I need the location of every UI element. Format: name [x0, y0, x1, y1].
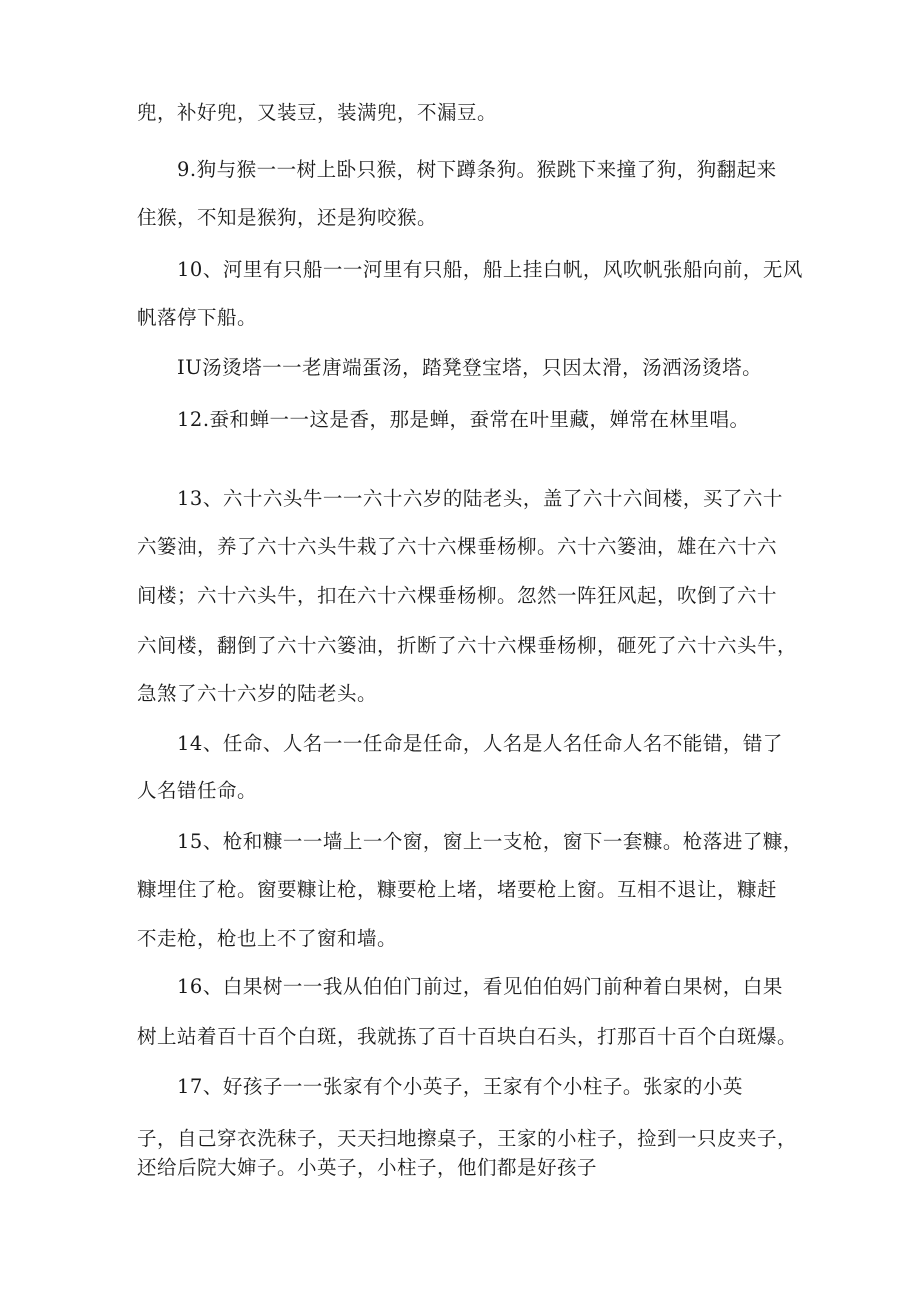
text-line-12: 急煞了六十六岁的陆老头。	[137, 682, 378, 705]
text-line-19: 树上站着百十百个白斑，我就拣了百十百块白石头，打那百十百个白斑爆。	[137, 1025, 798, 1048]
text-line-8: 13、六十六头牛一一六十六岁的陆老头，盖了六十六间楼，买了六十	[177, 487, 783, 510]
text-line-10: 间楼；六十六头牛，扣在六十六棵垂杨柳。忽然一阵狂风起，吹倒了六十	[137, 584, 778, 607]
text-line-2: 9.狗与猴一一树上卧只猴，树下蹲条狗。猴跳下来撞了狗，狗翻起来	[177, 158, 777, 181]
text-line-11: 六间楼，翻倒了六十六篓油，折断了六十六棵垂杨柳，砸死了六十六头牛，	[137, 634, 798, 657]
text-line-1: 兜，补好兜，又装豆，装满兜，不漏豆。	[137, 101, 498, 124]
text-line-4: 10、河里有只船一一河里有只船，船上挂白帆，风吹帆张船向前，无风	[177, 258, 803, 281]
text-line-16: 糠埋住了枪。窗要糠让枪，糠要枪上堵，堵要枪上窗。互相不退让，糠赶	[137, 878, 778, 901]
text-line-3: 住猴，不知是猴狗，还是狗咬猴。	[137, 206, 438, 229]
text-line-13: 14、任命、人名一一任命是任命，人名是人名任命人名不能错，错了	[177, 732, 783, 755]
text-line-7: 12.蚕和蝉一一这是香，那是蝉，蚕常在叶里藏，婵常在林里唱。	[177, 408, 750, 431]
text-line-18: 16、白果树一一我从伯伯门前过，看见伯伯妈门前种着白果树，白果	[177, 975, 783, 998]
text-line-20: 17、好孩子一一张家有个小英子，王家有个小柱子。张家的小英	[177, 1075, 743, 1098]
text-line-6: IU汤烫塔一一老唐端蛋汤，踏凳登宝塔，只因太滑，汤洒汤烫塔。	[177, 356, 763, 379]
text-line-21: 子，自己穿衣洗秣子，天天扫地擦桌子，王家的小柱子，捡到一只皮夹子，	[137, 1127, 798, 1150]
text-line-15: 15、枪和糠一一墙上一个窗，窗上一支枪，窗下一套糠。枪落进了糠，	[177, 830, 803, 853]
text-line-14: 人名错任命。	[137, 779, 258, 802]
text-line-9: 六篓油，养了六十六头牛栽了六十六棵垂杨柳。六十六篓油，雄在六十六	[137, 535, 778, 558]
text-line-22: 还给后院大婶子。小英子，小柱子，他们都是好孩子	[137, 1156, 598, 1179]
text-line-5: 帆落停下船。	[137, 306, 258, 329]
text-line-17: 不走枪，枪也上不了窗和墙。	[137, 927, 398, 950]
